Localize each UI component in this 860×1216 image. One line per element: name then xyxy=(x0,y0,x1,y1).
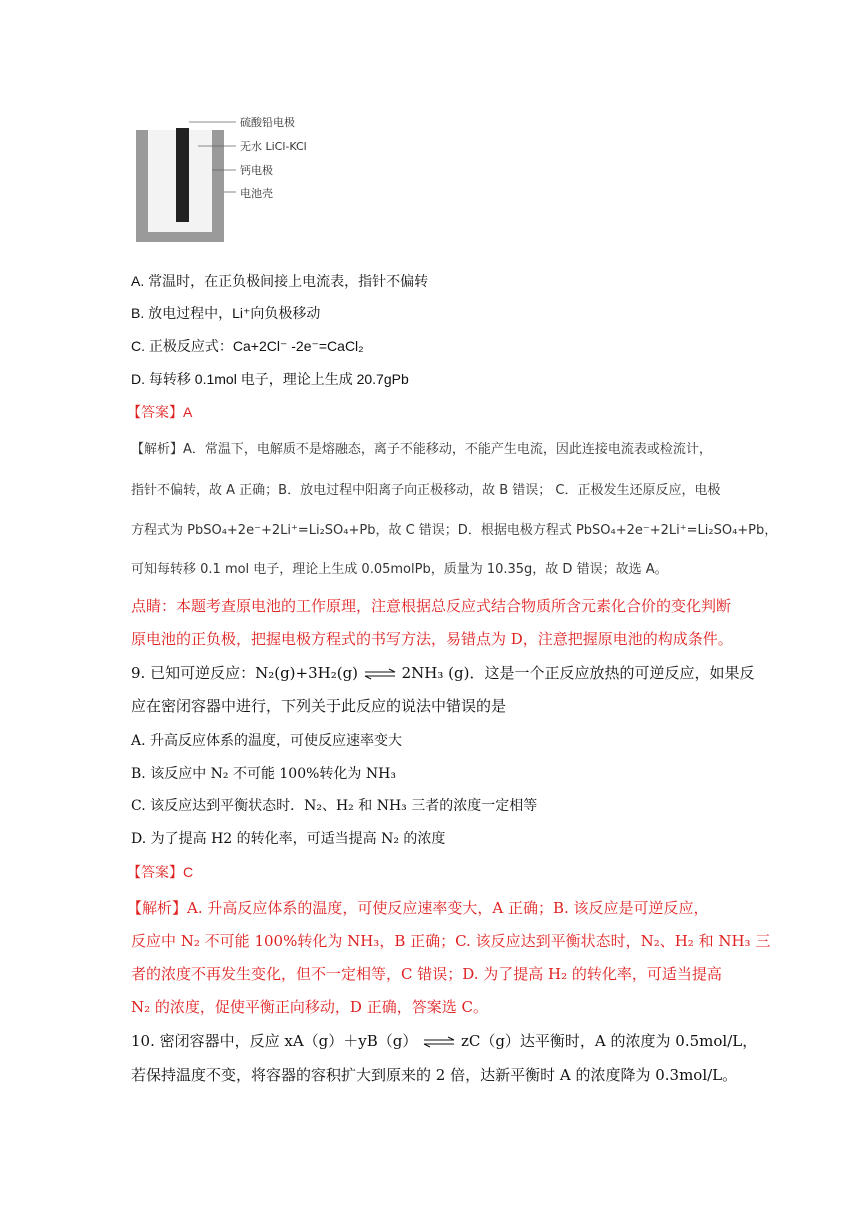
q10-line2: 若保持温度不变，将容器的容积扩大到原来的 2 倍，达新平衡时 A 的浓度降为 0.3mol/L。 xyxy=(131,1066,738,1084)
q9-stem-prefix: 9. 已知可逆反应：N₂(g)+3H₂(g) xyxy=(131,664,359,682)
q10-line1 xyxy=(131,1034,757,1049)
lead-sulfate-electrode xyxy=(176,128,189,222)
diagram-label: 无水 LiCl-KCl xyxy=(240,140,307,153)
q8-tip-line: 点睛：本题考查原电池的工作原理，注意根据总反应式结合物质所含元素化合价的变化判断 xyxy=(131,597,732,615)
q10-suffix: zC（g）达平衡时，A 的浓度为 0.5mol/L， xyxy=(460,1032,758,1050)
equilibrium-arrow-icon xyxy=(422,1036,456,1048)
q9-answer: 【答案】C xyxy=(127,864,194,880)
diagram-label: 钙电极 xyxy=(240,164,273,177)
q8-option-a: A. 常温时，在正负极间接上电流表，指针不偏转 xyxy=(131,273,429,289)
q9-analysis-line: 者的浓度不再发生变化，但不一定相等，C 错误；D. 为了提高 H₂ 的转化率，可适当提高 xyxy=(131,965,722,983)
q10-prefix: 10. 密闭容器中，反应 xA（g）＋yB（g） xyxy=(131,1032,418,1050)
q9-option-d: D. 为了提高 H2 的转化率，可适当提高 N₂ 的浓度 xyxy=(131,831,446,847)
q8-answer: 【答案】A xyxy=(127,404,193,420)
q8-analysis-line: 指针不偏转，故 A 正确；B．放电过程中阳离子向正极移动，故 B 错误； C．正极发生还原反应，电极 xyxy=(131,483,721,498)
q9-analysis-line: 【解析】A. 升高反应体系的温度，可使反应速率变大，A 正确；B. 该反应是可逆反应， xyxy=(127,899,709,917)
q9-analysis-line: 反应中 N₂ 不可能 100%转化为 NH₃，B 正确；C. 该反应达到平衡状态时，N₂、H₂ 和 NH₃ 三 xyxy=(131,932,771,950)
q9-option-b: B. 该反应中 N₂ 不可能 100%转化为 NH₃ xyxy=(131,766,396,782)
equilibrium-arrow-icon xyxy=(363,668,397,680)
diagram-label: 电池壳 xyxy=(240,187,273,200)
diagram-label: 硫酸铅电极 xyxy=(240,116,295,129)
q9-stem-line2: 应在密闭容器中进行，下列关于此反应的说法中错误的是 xyxy=(131,697,507,715)
q8-analysis-line: 【解析】A．常温下，电解质不是熔融态，离子不能移动，不能产生电流，因此连接电流表或检流计， xyxy=(131,442,712,457)
q9-analysis-line: N₂ 的浓度，促使平衡正向移动，D 正确，答案选 C。 xyxy=(131,998,488,1016)
q8-tip-line: 原电池的正负极，把握电极方程式的书写方法，易错点为 D，注意把握原电池的构成条件。 xyxy=(131,630,733,648)
q8-option-d: D. 每转移 0.1mol 电子，理论上生成 20.7gPb xyxy=(131,371,409,387)
q8-analysis-line: 方程式为 PbSO₄+2e⁻+2Li⁺=Li₂SO₄+Pb，故 C 错误；D．根据电极方程式 PbSO₄+2e⁻+2Li⁺=Li₂SO₄+Pb， xyxy=(131,523,778,538)
q9-stem-line1 xyxy=(131,666,754,681)
q9-option-c: C. 该反应达到平衡状态时．N₂、H₂ 和 NH₃ 三者的浓度一定相等 xyxy=(131,798,538,814)
q8-analysis-line: 可知每转移 0.1 mol 电子，理论上生成 0.05molPb，质量为 10.35g，故 D 错误；故选 A。 xyxy=(131,562,668,577)
q9-stem-suffix: 2NH₃ (g)．这是一个正反应放热的可逆反应，如果反 xyxy=(401,664,755,682)
q8-option-b: B. 放电过程中，Li⁺向负极移动 xyxy=(131,305,321,321)
q8-option-c: C. 正极反应式：Ca+2Cl⁻ -2e⁻=CaCl₂ xyxy=(131,338,364,354)
battery-diagram xyxy=(128,108,388,248)
q9-option-a: A. 升高反应体系的温度，可使反应速率变大 xyxy=(131,733,403,749)
